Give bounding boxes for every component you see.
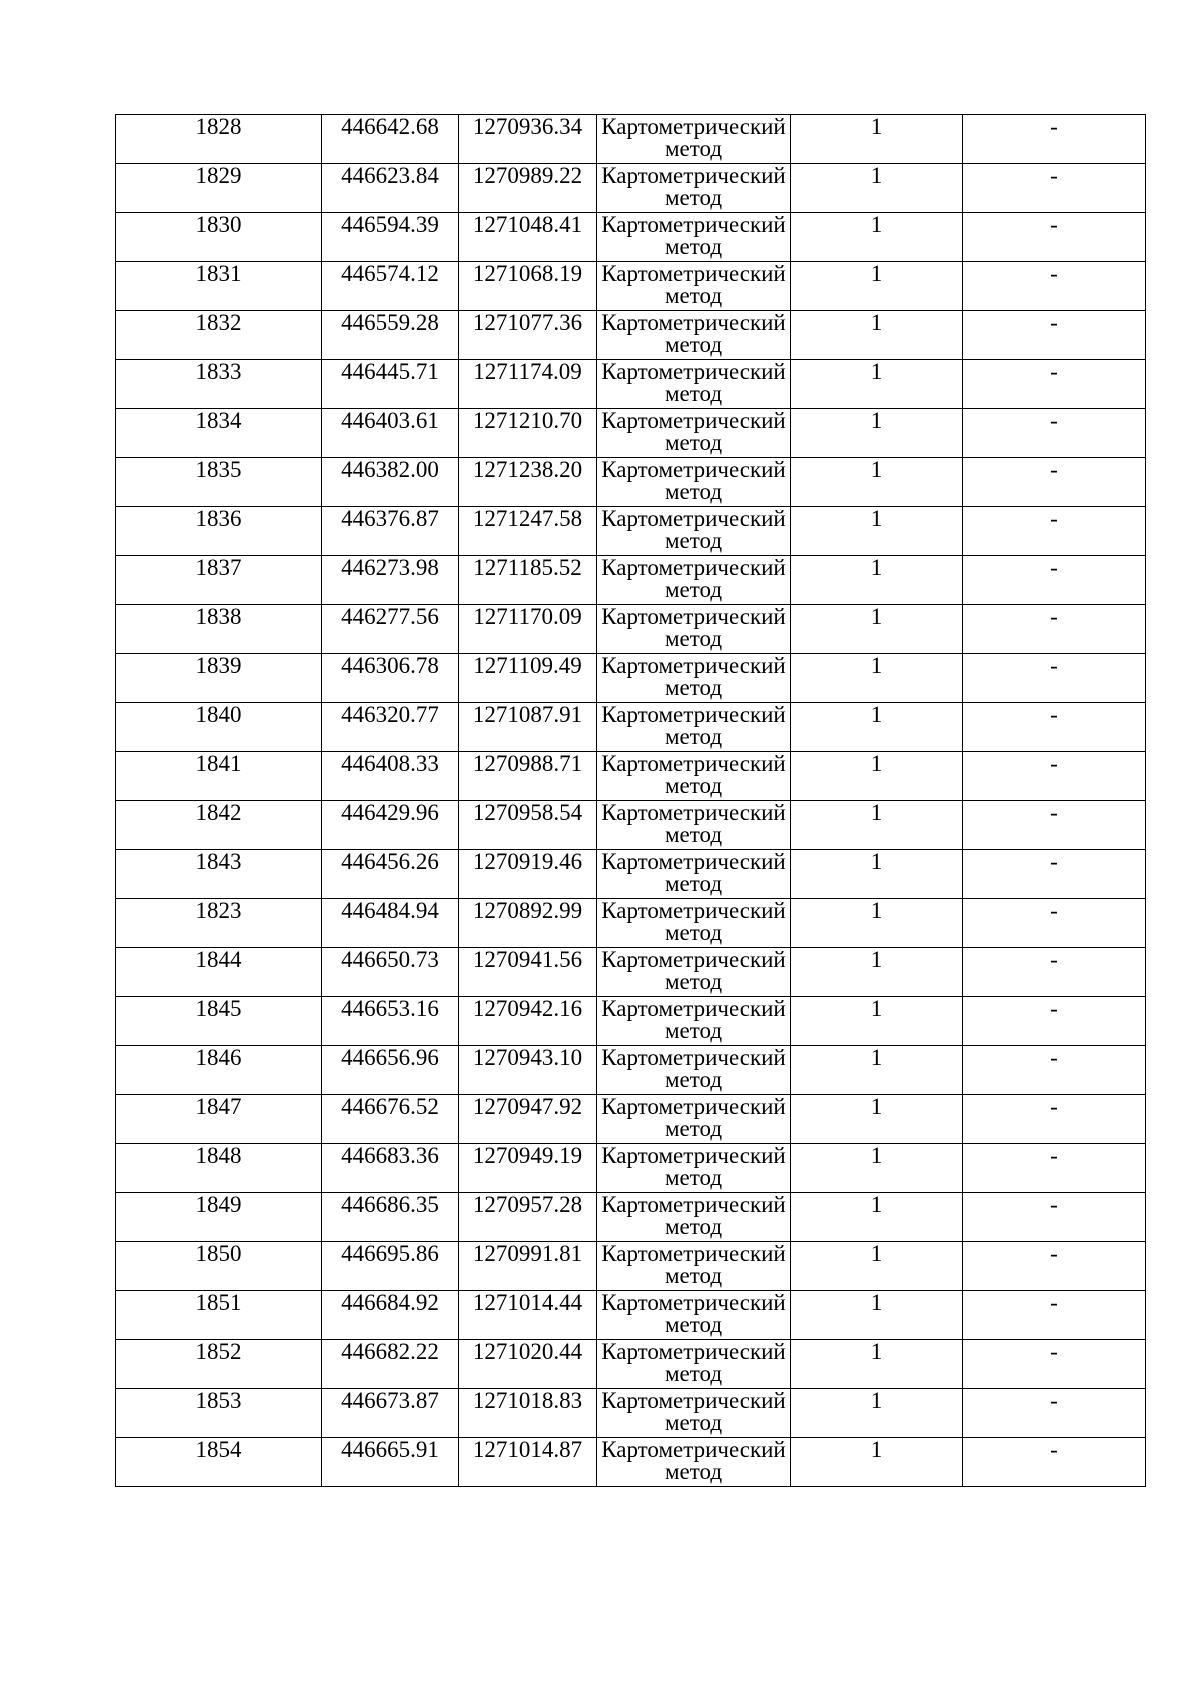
table-row — [116, 850, 1146, 899]
point-number-cell: 1833 — [116, 360, 322, 409]
y-coordinate-cell: 1271170.09 — [459, 605, 597, 654]
method-label-line2: метод — [664, 1410, 723, 1435]
accuracy-cell: 1 — [791, 262, 963, 311]
method-label-line2: метод — [664, 626, 723, 651]
method-label-line2: метод — [664, 1361, 723, 1386]
method-cell — [597, 360, 791, 409]
y-coordinate-cell: 1271185.52 — [459, 556, 597, 605]
note-cell: - — [963, 360, 1146, 409]
table-row — [116, 311, 1146, 360]
method-label-line2: метод — [664, 1067, 723, 1092]
x-coordinate-cell: 446429.96 — [322, 801, 459, 850]
accuracy-cell: 1 — [791, 850, 963, 899]
method-label-line2: метод — [664, 430, 723, 455]
method-label-line1: Картометрический — [601, 1437, 786, 1462]
table-row — [116, 948, 1146, 997]
point-number-cell: 1843 — [116, 850, 322, 899]
x-coordinate-cell: 446320.77 — [322, 703, 459, 752]
accuracy-cell: 1 — [791, 115, 963, 164]
note-cell: - — [963, 1095, 1146, 1144]
y-coordinate-cell: 1270958.54 — [459, 801, 597, 850]
x-coordinate-cell: 446656.96 — [322, 1046, 459, 1095]
method-cell — [597, 164, 791, 213]
accuracy-cell: 1 — [791, 703, 963, 752]
method-label-line2: метод — [664, 1214, 723, 1239]
note-cell: - — [963, 1291, 1146, 1340]
point-number-cell: 1823 — [116, 899, 322, 948]
method-cell — [597, 850, 791, 899]
method-label-line2: метод — [664, 1165, 723, 1190]
point-number-cell: 1854 — [116, 1438, 322, 1487]
method-label-line1: Картометрический — [601, 947, 786, 972]
table-row — [116, 1095, 1146, 1144]
y-coordinate-cell: 1270919.46 — [459, 850, 597, 899]
method-label-line2: метод — [664, 528, 723, 553]
method-cell — [597, 997, 791, 1046]
y-coordinate-cell: 1271247.58 — [459, 507, 597, 556]
note-cell: - — [963, 311, 1146, 360]
point-number-cell: 1828 — [116, 115, 322, 164]
method-cell — [597, 1144, 791, 1193]
method-label-line2: метод — [664, 234, 723, 259]
note-cell: - — [963, 703, 1146, 752]
method-cell — [597, 801, 791, 850]
x-coordinate-cell: 446623.84 — [322, 164, 459, 213]
x-coordinate-cell: 446306.78 — [322, 654, 459, 703]
accuracy-cell: 1 — [791, 997, 963, 1046]
method-label-line2: метод — [664, 381, 723, 406]
y-coordinate-cell: 1270949.19 — [459, 1144, 597, 1193]
note-cell: - — [963, 213, 1146, 262]
table-row — [116, 458, 1146, 507]
point-number-cell: 1844 — [116, 948, 322, 997]
method-label-line1: Картометрический — [601, 261, 786, 286]
method-label-line2: метод — [664, 1116, 723, 1141]
accuracy-cell: 1 — [791, 1193, 963, 1242]
method-cell — [597, 948, 791, 997]
point-number-cell: 1838 — [116, 605, 322, 654]
accuracy-cell: 1 — [791, 1340, 963, 1389]
x-coordinate-cell: 446653.16 — [322, 997, 459, 1046]
table-row — [116, 1193, 1146, 1242]
point-number-cell: 1852 — [116, 1340, 322, 1389]
method-cell — [597, 1340, 791, 1389]
accuracy-cell: 1 — [791, 1046, 963, 1095]
accuracy-cell: 1 — [791, 213, 963, 262]
method-label-line2: метод — [664, 969, 723, 994]
x-coordinate-cell: 446665.91 — [322, 1438, 459, 1487]
point-number-cell: 1830 — [116, 213, 322, 262]
method-label-line1: Картометрический — [601, 310, 786, 335]
y-coordinate-cell: 1271068.19 — [459, 262, 597, 311]
method-label-line1: Картометрический — [601, 359, 786, 384]
method-cell — [597, 556, 791, 605]
method-cell — [597, 311, 791, 360]
point-number-cell: 1836 — [116, 507, 322, 556]
y-coordinate-cell: 1270892.99 — [459, 899, 597, 948]
accuracy-cell: 1 — [791, 507, 963, 556]
method-label-line1: Картометрический — [601, 163, 786, 188]
x-coordinate-cell: 446403.61 — [322, 409, 459, 458]
note-cell: - — [963, 1389, 1146, 1438]
y-coordinate-cell: 1271020.44 — [459, 1340, 597, 1389]
method-label-line1: Картометрический — [601, 408, 786, 433]
x-coordinate-cell: 446445.71 — [322, 360, 459, 409]
method-label-line1: Картометрический — [601, 898, 786, 923]
accuracy-cell: 1 — [791, 1389, 963, 1438]
method-label-line2: метод — [664, 920, 723, 945]
table-row — [116, 556, 1146, 605]
accuracy-cell: 1 — [791, 1242, 963, 1291]
x-coordinate-cell: 446273.98 — [322, 556, 459, 605]
note-cell: - — [963, 997, 1146, 1046]
method-label-line1: Картометрический — [601, 1192, 786, 1217]
table-row — [116, 360, 1146, 409]
method-cell — [597, 213, 791, 262]
method-cell — [597, 605, 791, 654]
method-label-line1: Картометрический — [601, 1290, 786, 1315]
method-label-line1: Картометрический — [601, 506, 786, 531]
accuracy-cell: 1 — [791, 948, 963, 997]
y-coordinate-cell: 1270941.56 — [459, 948, 597, 997]
point-number-cell: 1842 — [116, 801, 322, 850]
table-row — [116, 1438, 1146, 1487]
point-number-cell: 1841 — [116, 752, 322, 801]
coordinates-table — [115, 114, 1146, 1487]
accuracy-cell: 1 — [791, 458, 963, 507]
table-row — [116, 1340, 1146, 1389]
note-cell: - — [963, 850, 1146, 899]
method-cell — [597, 1389, 791, 1438]
accuracy-cell: 1 — [791, 1438, 963, 1487]
note-cell: - — [963, 409, 1146, 458]
accuracy-cell: 1 — [791, 899, 963, 948]
point-number-cell: 1839 — [116, 654, 322, 703]
point-number-cell: 1840 — [116, 703, 322, 752]
table-row — [116, 213, 1146, 262]
method-cell — [597, 703, 791, 752]
y-coordinate-cell: 1271077.36 — [459, 311, 597, 360]
table-row — [116, 703, 1146, 752]
table-row — [116, 1291, 1146, 1340]
method-cell — [597, 262, 791, 311]
method-label-line1: Картометрический — [601, 1339, 786, 1364]
x-coordinate-cell: 446682.22 — [322, 1340, 459, 1389]
accuracy-cell: 1 — [791, 311, 963, 360]
table-row — [116, 899, 1146, 948]
point-number-cell: 1850 — [116, 1242, 322, 1291]
method-label-line2: метод — [664, 185, 723, 210]
x-coordinate-cell: 446650.73 — [322, 948, 459, 997]
method-label-line1: Картометрический — [601, 114, 786, 139]
method-cell — [597, 752, 791, 801]
point-number-cell: 1846 — [116, 1046, 322, 1095]
accuracy-cell: 1 — [791, 1291, 963, 1340]
method-label-line1: Картометрический — [601, 702, 786, 727]
method-label-line2: метод — [664, 479, 723, 504]
method-label-line1: Картометрический — [601, 1241, 786, 1266]
note-cell: - — [963, 801, 1146, 850]
note-cell: - — [963, 1340, 1146, 1389]
method-cell — [597, 507, 791, 556]
method-label-line1: Картометрический — [601, 604, 786, 629]
y-coordinate-cell: 1271018.83 — [459, 1389, 597, 1438]
method-cell — [597, 409, 791, 458]
accuracy-cell: 1 — [791, 801, 963, 850]
method-label-line1: Картометрический — [601, 1143, 786, 1168]
point-number-cell: 1829 — [116, 164, 322, 213]
document-page — [115, 114, 1145, 1487]
y-coordinate-cell: 1271174.09 — [459, 360, 597, 409]
x-coordinate-cell: 446456.26 — [322, 850, 459, 899]
table-row — [116, 507, 1146, 556]
x-coordinate-cell: 446559.28 — [322, 311, 459, 360]
method-label-line2: метод — [664, 1459, 723, 1484]
table-row — [116, 409, 1146, 458]
x-coordinate-cell: 446277.56 — [322, 605, 459, 654]
note-cell: - — [963, 1438, 1146, 1487]
method-cell — [597, 1193, 791, 1242]
y-coordinate-cell: 1270988.71 — [459, 752, 597, 801]
y-coordinate-cell: 1270991.81 — [459, 1242, 597, 1291]
method-label-line1: Картометрический — [601, 1388, 786, 1413]
accuracy-cell: 1 — [791, 360, 963, 409]
accuracy-cell: 1 — [791, 605, 963, 654]
method-label-line2: метод — [664, 871, 723, 896]
note-cell: - — [963, 1046, 1146, 1095]
method-label-line1: Картометрический — [601, 800, 786, 825]
table-row — [116, 752, 1146, 801]
accuracy-cell: 1 — [791, 1144, 963, 1193]
note-cell: - — [963, 507, 1146, 556]
method-label-line2: метод — [664, 724, 723, 749]
x-coordinate-cell: 446574.12 — [322, 262, 459, 311]
note-cell: - — [963, 164, 1146, 213]
table-row — [116, 115, 1146, 164]
accuracy-cell: 1 — [791, 164, 963, 213]
point-number-cell: 1834 — [116, 409, 322, 458]
method-label-line1: Картометрический — [601, 653, 786, 678]
method-label-line1: Картометрический — [601, 1045, 786, 1070]
x-coordinate-cell: 446695.86 — [322, 1242, 459, 1291]
y-coordinate-cell: 1270957.28 — [459, 1193, 597, 1242]
table-row — [116, 164, 1146, 213]
table-row — [116, 1046, 1146, 1095]
point-number-cell: 1845 — [116, 997, 322, 1046]
method-label-line2: метод — [664, 1018, 723, 1043]
table-row — [116, 1389, 1146, 1438]
x-coordinate-cell: 446408.33 — [322, 752, 459, 801]
method-cell — [597, 1438, 791, 1487]
y-coordinate-cell: 1271210.70 — [459, 409, 597, 458]
x-coordinate-cell: 446673.87 — [322, 1389, 459, 1438]
x-coordinate-cell: 446382.00 — [322, 458, 459, 507]
point-number-cell: 1832 — [116, 311, 322, 360]
table-row — [116, 605, 1146, 654]
y-coordinate-cell: 1271109.49 — [459, 654, 597, 703]
note-cell: - — [963, 1193, 1146, 1242]
point-number-cell: 1837 — [116, 556, 322, 605]
method-label-line1: Картометрический — [601, 555, 786, 580]
note-cell: - — [963, 458, 1146, 507]
table-row — [116, 801, 1146, 850]
note-cell: - — [963, 115, 1146, 164]
note-cell: - — [963, 605, 1146, 654]
method-label-line1: Картометрический — [601, 212, 786, 237]
method-label-line2: метод — [664, 675, 723, 700]
method-cell — [597, 458, 791, 507]
note-cell: - — [963, 262, 1146, 311]
x-coordinate-cell: 446676.52 — [322, 1095, 459, 1144]
y-coordinate-cell: 1270943.10 — [459, 1046, 597, 1095]
note-cell: - — [963, 752, 1146, 801]
point-number-cell: 1835 — [116, 458, 322, 507]
note-cell: - — [963, 654, 1146, 703]
y-coordinate-cell: 1271014.87 — [459, 1438, 597, 1487]
point-number-cell: 1831 — [116, 262, 322, 311]
y-coordinate-cell: 1270942.16 — [459, 997, 597, 1046]
note-cell: - — [963, 556, 1146, 605]
table-row — [116, 997, 1146, 1046]
method-label-line2: метод — [664, 136, 723, 161]
method-label-line2: метод — [664, 1312, 723, 1337]
method-label-line1: Картометрический — [601, 457, 786, 482]
x-coordinate-cell: 446594.39 — [322, 213, 459, 262]
accuracy-cell: 1 — [791, 556, 963, 605]
method-cell — [597, 1242, 791, 1291]
y-coordinate-cell: 1270936.34 — [459, 115, 597, 164]
method-label-line2: метод — [664, 577, 723, 602]
y-coordinate-cell: 1270989.22 — [459, 164, 597, 213]
accuracy-cell: 1 — [791, 1095, 963, 1144]
point-number-cell: 1849 — [116, 1193, 322, 1242]
note-cell: - — [963, 1144, 1146, 1193]
x-coordinate-cell: 446376.87 — [322, 507, 459, 556]
table-body — [116, 115, 1146, 1487]
table-row — [116, 262, 1146, 311]
y-coordinate-cell: 1271048.41 — [459, 213, 597, 262]
x-coordinate-cell: 446683.36 — [322, 1144, 459, 1193]
method-cell — [597, 1291, 791, 1340]
x-coordinate-cell: 446642.68 — [322, 115, 459, 164]
x-coordinate-cell: 446684.92 — [322, 1291, 459, 1340]
method-label-line2: метод — [664, 773, 723, 798]
point-number-cell: 1851 — [116, 1291, 322, 1340]
point-number-cell: 1848 — [116, 1144, 322, 1193]
y-coordinate-cell: 1271014.44 — [459, 1291, 597, 1340]
method-cell — [597, 1046, 791, 1095]
y-coordinate-cell: 1271238.20 — [459, 458, 597, 507]
note-cell: - — [963, 948, 1146, 997]
note-cell: - — [963, 899, 1146, 948]
method-label-line2: метод — [664, 1263, 723, 1288]
method-label-line1: Картометрический — [601, 751, 786, 776]
table-row — [116, 654, 1146, 703]
method-label-line2: метод — [664, 332, 723, 357]
method-label-line1: Картометрический — [601, 1094, 786, 1119]
table-row — [116, 1144, 1146, 1193]
accuracy-cell: 1 — [791, 654, 963, 703]
method-cell — [597, 115, 791, 164]
table-row — [116, 1242, 1146, 1291]
y-coordinate-cell: 1271087.91 — [459, 703, 597, 752]
method-cell — [597, 654, 791, 703]
point-number-cell: 1847 — [116, 1095, 322, 1144]
accuracy-cell: 1 — [791, 409, 963, 458]
accuracy-cell: 1 — [791, 752, 963, 801]
note-cell: - — [963, 1242, 1146, 1291]
method-label-line2: метод — [664, 283, 723, 308]
method-label-line2: метод — [664, 822, 723, 847]
y-coordinate-cell: 1270947.92 — [459, 1095, 597, 1144]
method-label-line1: Картометрический — [601, 849, 786, 874]
method-cell — [597, 1095, 791, 1144]
x-coordinate-cell: 446686.35 — [322, 1193, 459, 1242]
x-coordinate-cell: 446484.94 — [322, 899, 459, 948]
method-label-line1: Картометрический — [601, 996, 786, 1021]
point-number-cell: 1853 — [116, 1389, 322, 1438]
method-cell — [597, 899, 791, 948]
